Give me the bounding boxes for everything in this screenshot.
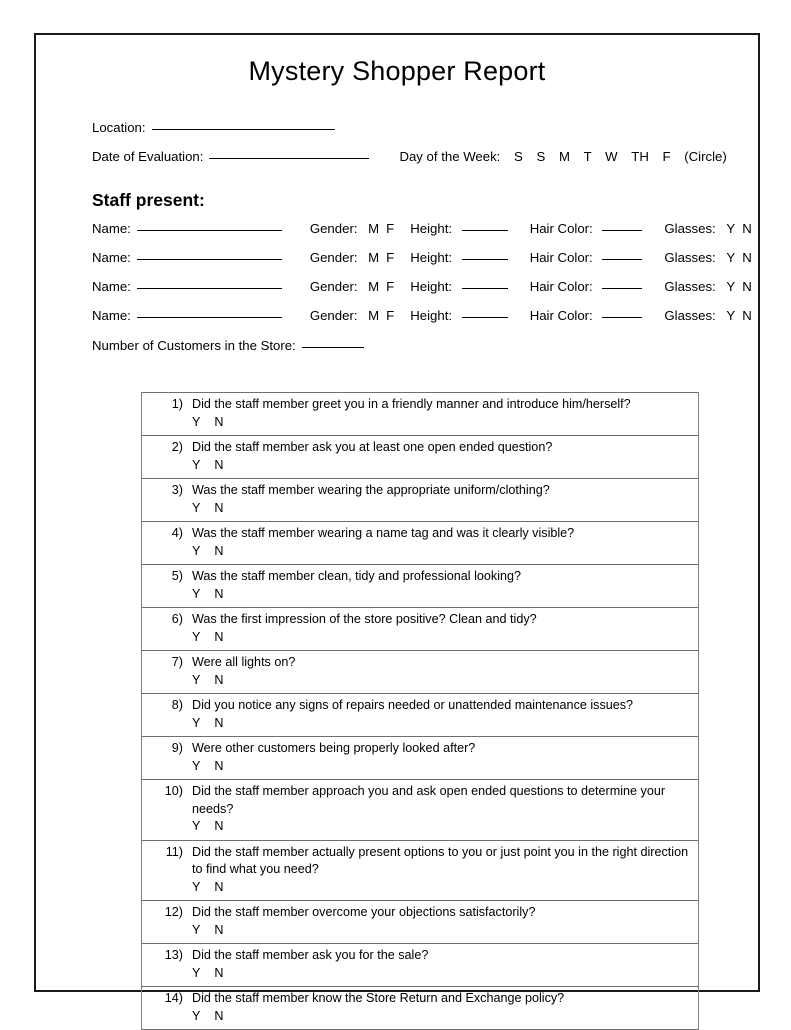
answer-option-yes[interactable]: Y — [192, 543, 201, 558]
question-answer-options — [192, 1008, 690, 1026]
date-label: Date of Evaluation: — [92, 149, 204, 165]
staff-row — [92, 279, 758, 308]
question-text: Was the staff member wearing a name tag and was it clearly visible? — [192, 526, 575, 540]
gender-options — [361, 221, 394, 236]
question-body — [192, 396, 690, 431]
question-inner — [142, 844, 690, 897]
question-number: 10) — [164, 784, 183, 798]
question-number: 1) — [171, 397, 183, 411]
question-number: 6) — [171, 612, 183, 626]
day-options — [504, 149, 727, 164]
glasses-field — [664, 250, 751, 265]
question-body — [192, 740, 690, 775]
staff-row — [92, 250, 758, 279]
question-cell — [142, 479, 699, 522]
question-inner — [142, 396, 690, 431]
glasses-option-n[interactable]: N — [742, 308, 752, 324]
question-cell — [142, 694, 699, 737]
question-cell — [142, 944, 699, 987]
question-answer-options — [192, 758, 690, 776]
question-body — [192, 482, 690, 517]
name-label: Name: — [92, 308, 131, 324]
answer-option-yes[interactable]: Y — [192, 457, 201, 472]
question-answer-options — [192, 543, 690, 561]
glasses-option-y[interactable]: Y — [726, 250, 736, 266]
question-row — [142, 737, 699, 780]
glasses-options — [719, 221, 751, 236]
height-field — [410, 250, 513, 265]
questions-table-body — [142, 393, 699, 1030]
hair-color-field — [530, 221, 649, 236]
staff-present-heading: Staff present: — [92, 190, 205, 211]
answer-option-yes[interactable]: Y — [192, 758, 201, 773]
question-body — [192, 697, 690, 732]
question-row — [142, 944, 699, 987]
circle-note: (Circle) — [684, 149, 727, 165]
question-body — [192, 783, 690, 836]
answer-option-no[interactable]: N — [214, 965, 224, 980]
customer-count-label: Number of Customers in the Store: — [92, 338, 296, 354]
question-cell — [142, 565, 699, 608]
staff-row — [92, 221, 758, 250]
day-option-sat[interactable]: S — [536, 149, 546, 165]
height-input[interactable] — [462, 259, 508, 260]
hair-color-input[interactable] — [602, 288, 642, 289]
question-row — [142, 565, 699, 608]
question-row — [142, 780, 699, 841]
name-input[interactable] — [137, 259, 282, 260]
question-inner — [142, 482, 690, 517]
date-row — [92, 149, 738, 178]
height-input[interactable] — [462, 317, 508, 318]
hair-color-input[interactable] — [602, 317, 642, 318]
height-field — [410, 221, 513, 236]
question-text: Did the staff member approach you and ask open ended questions to determine your needs? — [192, 784, 666, 816]
answer-option-no[interactable]: N — [214, 586, 224, 601]
question-cell — [142, 901, 699, 944]
question-row — [142, 608, 699, 651]
question-inner — [142, 568, 690, 603]
height-label: Height: — [410, 279, 453, 295]
hair-color-label: Hair Color: — [529, 279, 593, 295]
question-number: 9) — [171, 741, 183, 755]
day-option-mon[interactable]: M — [558, 149, 570, 165]
height-field — [410, 308, 513, 323]
question-body — [192, 525, 690, 560]
gender-options — [361, 250, 394, 265]
question-answer-options — [192, 500, 690, 518]
staff-row — [92, 308, 758, 337]
question-body — [192, 611, 690, 646]
question-text: Did the staff member greet you in a friendly manner and introduce him/herself? — [192, 397, 631, 411]
gender-label: Gender: — [309, 308, 358, 324]
question-row — [142, 522, 699, 565]
question-body — [192, 654, 690, 689]
question-inner — [142, 783, 690, 836]
gender-field — [310, 308, 394, 323]
question-answer-options — [192, 879, 690, 897]
question-row — [142, 840, 699, 901]
date-input[interactable] — [209, 158, 369, 159]
question-row — [142, 479, 699, 522]
gender-label: Gender: — [309, 221, 358, 237]
glasses-option-n[interactable]: N — [742, 250, 752, 266]
answer-option-no[interactable]: N — [214, 543, 224, 558]
name-label: Name: — [92, 250, 131, 266]
gender-label: Gender: — [309, 279, 358, 295]
glasses-option-y[interactable]: Y — [726, 308, 736, 324]
question-inner — [142, 439, 690, 474]
answer-option-yes[interactable]: Y — [192, 819, 201, 833]
answer-option-yes[interactable]: Y — [192, 629, 201, 644]
question-cell — [142, 780, 699, 841]
day-option-wed[interactable]: W — [605, 149, 618, 165]
question-number: 14) — [164, 991, 183, 1005]
hair-color-input[interactable] — [602, 259, 642, 260]
question-cell — [142, 737, 699, 780]
document-page — [34, 33, 760, 1023]
question-row — [142, 987, 699, 1030]
question-body — [192, 568, 690, 603]
location-input[interactable] — [152, 129, 335, 130]
customer-count-row — [36, 338, 758, 367]
gender-option-m[interactable]: M — [368, 250, 380, 266]
answer-option-yes[interactable]: Y — [192, 672, 201, 687]
day-of-week-label: Day of the Week: — [399, 149, 501, 165]
glasses-options — [719, 250, 751, 265]
glasses-field — [664, 221, 751, 236]
question-text: Were all lights on? — [192, 655, 296, 669]
question-answer-options — [192, 672, 690, 690]
question-answer-options — [192, 586, 690, 604]
hair-color-field — [530, 250, 649, 265]
question-inner — [142, 697, 690, 732]
name-input[interactable] — [137, 288, 282, 289]
question-cell — [142, 651, 699, 694]
question-cell — [142, 393, 699, 436]
question-text: Did the staff member ask you at least one open ended question? — [192, 440, 553, 454]
question-answer-options — [192, 715, 690, 733]
question-number: 13) — [164, 948, 183, 962]
answer-option-yes[interactable]: Y — [192, 715, 201, 730]
answer-option-no[interactable]: N — [214, 715, 224, 730]
answer-option-no[interactable]: N — [214, 819, 224, 833]
answer-option-no[interactable]: N — [214, 629, 224, 644]
question-inner — [142, 904, 690, 939]
answer-option-yes[interactable]: Y — [192, 414, 201, 429]
answer-option-no[interactable]: N — [214, 414, 224, 429]
gender-option-m[interactable]: M — [368, 221, 380, 237]
meta-fields — [36, 120, 758, 178]
answer-option-yes[interactable]: Y — [192, 922, 201, 937]
answer-option-no[interactable]: N — [214, 758, 224, 773]
question-text: Did the staff member overcome your objections satisfactorily? — [192, 905, 536, 919]
gender-option-f[interactable]: F — [386, 308, 395, 324]
question-body — [192, 844, 690, 897]
staff-rows — [36, 221, 758, 337]
question-number: 2) — [171, 440, 183, 454]
question-inner — [142, 611, 690, 646]
question-row — [142, 901, 699, 944]
glasses-option-y[interactable]: Y — [726, 279, 736, 295]
day-of-week-group — [399, 149, 726, 164]
glasses-option-y[interactable]: Y — [726, 221, 736, 237]
question-row — [142, 694, 699, 737]
answer-option-yes[interactable]: Y — [192, 1008, 201, 1023]
height-field — [410, 279, 513, 294]
question-text: Did the staff member ask you for the sale? — [192, 948, 429, 962]
question-answer-options — [192, 414, 690, 432]
questions-table — [141, 392, 699, 1030]
question-number: 7) — [171, 655, 183, 669]
hair-color-label: Hair Color: — [529, 221, 593, 237]
name-input[interactable] — [137, 230, 282, 231]
glasses-field — [664, 308, 751, 323]
question-text: Was the staff member wearing the appropriate uniform/clothing? — [192, 483, 550, 497]
question-cell — [142, 840, 699, 901]
question-text: Was the first impression of the store positive? Clean and tidy? — [192, 612, 537, 626]
glasses-options — [719, 308, 751, 323]
height-label: Height: — [410, 308, 453, 324]
glasses-options — [719, 279, 751, 294]
question-text: Did the staff member know the Store Return and Exchange policy? — [192, 991, 565, 1005]
question-text: Was the staff member clean, tidy and professional looking? — [192, 569, 522, 583]
answer-option-no[interactable]: N — [214, 672, 224, 687]
height-label: Height: — [410, 250, 453, 266]
answer-option-yes[interactable]: Y — [192, 500, 201, 515]
question-number: 5) — [171, 569, 183, 583]
gender-options — [361, 308, 394, 323]
question-cell — [142, 987, 699, 1030]
height-input[interactable] — [462, 230, 508, 231]
height-input[interactable] — [462, 288, 508, 289]
gender-options — [361, 279, 394, 294]
question-inner — [142, 654, 690, 689]
hair-color-field — [530, 308, 649, 323]
gender-option-f[interactable]: F — [386, 221, 395, 237]
question-inner — [142, 947, 690, 982]
question-text: Did the staff member actually present options to you or just point you in the right direction to find what you need? — [192, 844, 689, 876]
question-body — [192, 947, 690, 982]
answer-option-yes[interactable]: Y — [192, 586, 201, 601]
location-row — [92, 120, 738, 149]
question-row — [142, 436, 699, 479]
question-answer-options — [192, 922, 690, 940]
question-answer-options — [192, 629, 690, 647]
hair-color-label: Hair Color: — [529, 308, 593, 324]
glasses-label: Glasses: — [664, 250, 716, 266]
gender-label: Gender: — [309, 250, 358, 266]
gender-option-m[interactable]: M — [368, 308, 380, 324]
hair-color-input[interactable] — [602, 230, 642, 231]
hair-color-field — [530, 279, 649, 294]
answer-option-no[interactable]: N — [214, 879, 224, 894]
question-answer-options — [192, 965, 690, 983]
question-inner — [142, 990, 690, 1025]
answer-option-no[interactable]: N — [214, 457, 224, 472]
gender-field — [310, 279, 394, 294]
question-text: Did you notice any signs of repairs needed or unattended maintenance issues? — [192, 698, 634, 712]
gender-field — [310, 221, 394, 236]
question-inner — [142, 525, 690, 560]
name-input[interactable] — [137, 317, 282, 318]
gender-option-m[interactable]: M — [368, 279, 380, 295]
day-option-fri[interactable]: F — [662, 149, 671, 165]
glasses-label: Glasses: — [664, 308, 716, 324]
customer-count-input[interactable] — [302, 347, 364, 348]
glasses-option-n[interactable]: N — [742, 221, 752, 237]
glasses-label: Glasses: — [664, 279, 716, 295]
glasses-label: Glasses: — [664, 221, 716, 237]
question-answer-options — [192, 457, 690, 475]
question-number: 4) — [171, 526, 183, 540]
question-cell — [142, 608, 699, 651]
question-body — [192, 439, 690, 474]
question-text: Were other customers being properly looked after? — [192, 741, 476, 755]
question-number: 8) — [171, 698, 183, 712]
question-cell — [142, 522, 699, 565]
question-inner — [142, 740, 690, 775]
question-cell — [142, 436, 699, 479]
question-answer-options — [192, 818, 690, 836]
hair-color-label: Hair Color: — [529, 250, 593, 266]
question-body — [192, 904, 690, 939]
gender-option-f[interactable]: F — [386, 250, 395, 266]
question-number: 12) — [164, 905, 183, 919]
gender-option-f[interactable]: F — [386, 279, 395, 295]
answer-option-no[interactable]: N — [214, 1008, 224, 1023]
answer-option-yes[interactable]: Y — [192, 965, 201, 980]
location-label: Location: — [92, 120, 146, 136]
name-label: Name: — [92, 221, 131, 237]
answer-option-yes[interactable]: Y — [192, 879, 201, 894]
question-body — [192, 990, 690, 1025]
question-number: 3) — [171, 483, 183, 497]
day-option-tue[interactable]: T — [583, 149, 592, 165]
name-label: Name: — [92, 279, 131, 295]
height-label: Height: — [410, 221, 453, 237]
answer-option-no[interactable]: N — [214, 500, 224, 515]
glasses-field — [664, 279, 751, 294]
page-title: Mystery Shopper Report — [248, 56, 546, 86]
day-option-thu[interactable]: TH — [631, 149, 649, 165]
question-row — [142, 651, 699, 694]
day-option-sun[interactable]: S — [514, 149, 523, 165]
question-row — [142, 393, 699, 436]
glasses-option-n[interactable]: N — [742, 279, 752, 295]
answer-option-no[interactable]: N — [214, 922, 224, 937]
gender-field — [310, 250, 394, 265]
question-number: 11) — [165, 844, 183, 859]
